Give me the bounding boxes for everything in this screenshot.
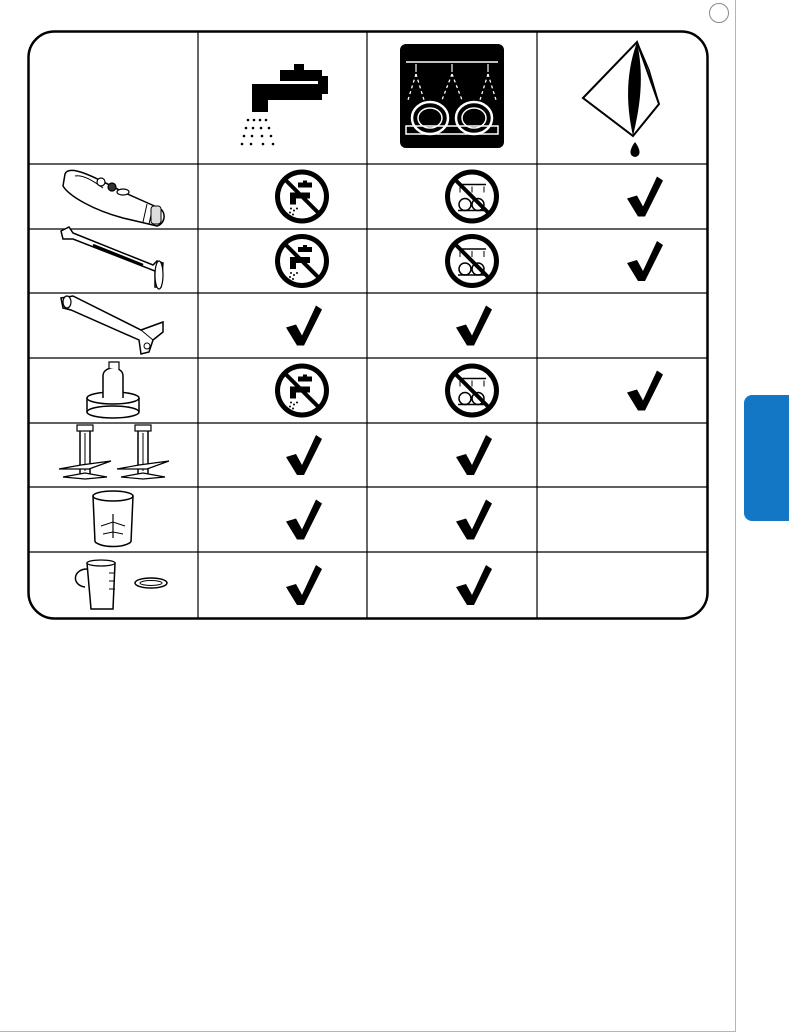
dishwasher-icon — [400, 44, 504, 148]
page-corner-circle — [709, 3, 729, 23]
language-side-tab[interactable] — [744, 395, 789, 521]
no-tap-icon — [275, 170, 329, 224]
cleaning-table — [27, 30, 709, 620]
no-tap-icon — [275, 234, 329, 288]
no-dishwasher-icon — [445, 170, 499, 224]
no-tap-icon — [275, 364, 329, 418]
cleaning-table-svg — [27, 30, 709, 620]
no-dishwasher-icon — [445, 234, 499, 288]
no-dishwasher-icon — [445, 364, 499, 418]
